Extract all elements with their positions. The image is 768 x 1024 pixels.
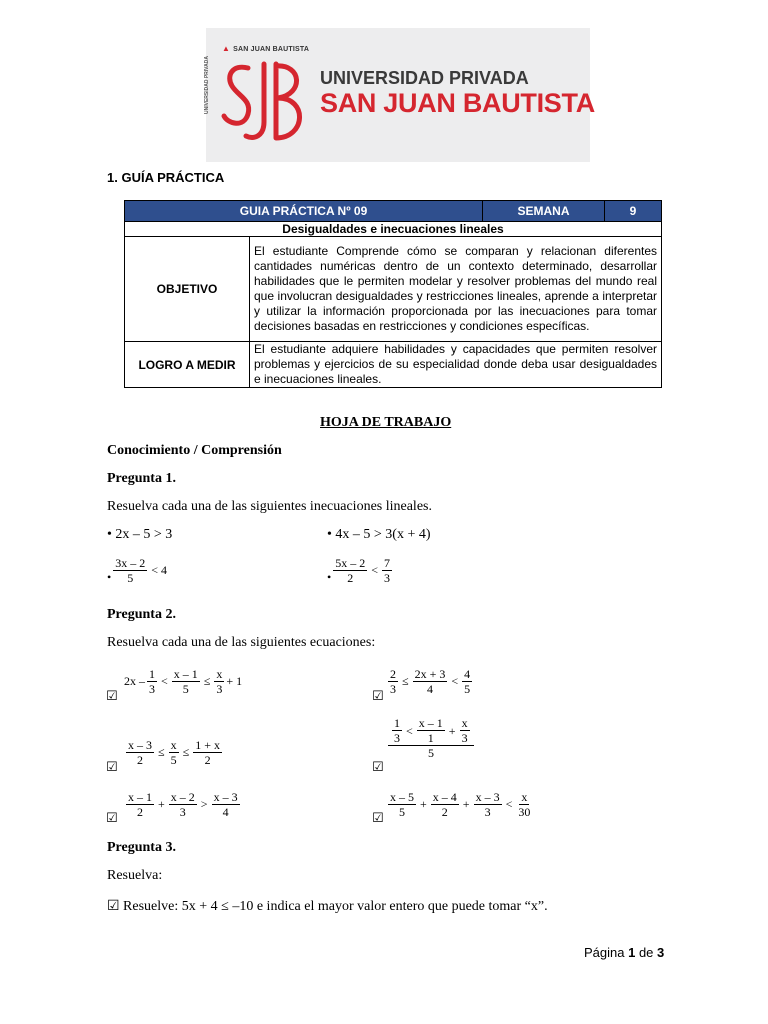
objetivo-text: El estudiante Comprende cómo se comparan y relacionan diferentes cantidades numéricas dentro de un contexto determinado, desarrollar habilidades que le permiten modelar y resolver problemas del mundo real que involucran desigualdades y restricciones lineales, aprende a interpretar y utilizar la información proporcionada por las inecuaciones para tomar decisiones basadas en restricciones y condiciones específicas. [250, 237, 662, 342]
university-logo [204, 28, 595, 162]
q1-title: Pregunta 1. [107, 471, 176, 486]
q1-item-a: • 2x – 5 > 3 [107, 527, 173, 542]
q1-prompt: Resuelva cada una de las siguientes inecuaciones lineales. [107, 499, 432, 514]
q2-title: Pregunta 2. [107, 607, 176, 622]
worksheet-title: HOJA DE TRABAJO [320, 415, 452, 430]
checkbox-icon: ☑ [106, 760, 118, 775]
q2-eq6: x – 5 5 + $\frac{x - 4}{2}$ + $\frac{x - 3}{3}$ < x 30 [390, 790, 531, 819]
page-footer: Página 1 de 3 [584, 945, 665, 960]
logo-vertical-text: UNIVERSIDAD PRIVADA [204, 56, 210, 114]
logro-label: LOGRO A MEDIR [125, 342, 250, 388]
q2-prompt: Resuelva cada una de las siguientes ecuaciones: [107, 635, 376, 650]
q2-eq3: $\frac{x - 3}{2}$ ≤ $\frac{x}{5}$ ≤ $\frac{1 + x}{2}$ [128, 738, 220, 767]
section-title: 1. GUÍA PRÁCTICA [107, 170, 225, 185]
svg-text:SJB: SJB [218, 58, 220, 59]
page-number: 1 [628, 945, 636, 960]
q3-title: Pregunta 3. [107, 840, 176, 855]
logo-mark-icon: ▲ [222, 44, 231, 53]
objetivo-row [125, 237, 662, 342]
checkbox-icon: ☑ [372, 689, 384, 704]
guide-info-table [124, 200, 662, 388]
fraction: 3x – 2 5 [115, 556, 146, 585]
q2-eq2: $\frac{2}{3}$ ≤ $\frac{2x + 3}{4}$ < 4 5 [390, 667, 471, 696]
checkbox-icon: ☑ [106, 689, 118, 704]
q1-item-b: • 4x – 5 > 3(x + 4) [327, 527, 431, 542]
week-label: SEMANA [483, 201, 605, 222]
checkbox-icon: ☑ [106, 811, 118, 826]
q3-item: ☑ Resuelve: 5x + 4 ≤ –10 e indica el mayor valor entero que puede tomar “x”. [107, 899, 548, 914]
sjb-monogram-icon [218, 58, 310, 146]
q2-eq4: 1 3 < x – 1 1 + $\frac{x}{3}$ 5 [386, 716, 476, 760]
level-heading: Conocimiento / Comprensión [107, 443, 282, 458]
checkbox-icon: ☑ [372, 760, 384, 775]
q2-eq1: 2x – 1 3 < $\frac{x - 1}{5}$ ≤ $\frac{x}{3}$ + 1 [124, 667, 243, 696]
guide-number: GUIA PRÁCTICA Nº 09 [125, 201, 483, 222]
table-header-row [125, 201, 662, 222]
logo-line2: SAN JUAN BAUTISTA [320, 88, 595, 118]
topic-title: Desigualdades e inecuaciones lineales [125, 222, 662, 237]
logo-line1: UNIVERSIDAD PRIVADA [320, 68, 529, 88]
logro-text: El estudiante adquiere habilidades y capacidades que permiten resolver problemas y ejercicios de su especialidad donde deba usar desigualdades e inecuaciones lineales. [250, 342, 662, 388]
logo-small-name: ▲ SAN JUAN BAUTISTA [222, 44, 310, 53]
checkbox-icon: ☑ [372, 811, 384, 826]
logro-row [125, 342, 662, 388]
objetivo-label: OBJETIVO [125, 237, 250, 342]
page-total: 3 [657, 945, 665, 960]
q1-item-d: • 5x – 2 2 < 7 3 [327, 556, 390, 585]
week-value: 9 [605, 201, 662, 222]
table-subtitle-row [125, 222, 662, 237]
q1-item-c: • 3x – 2 5 < 4 [107, 556, 167, 585]
q2-eq5: x – 1 2 + $\frac{x - 2}{3}$ > x – 3 4 [128, 790, 238, 819]
q3-prompt: Resuelva: [107, 868, 163, 883]
